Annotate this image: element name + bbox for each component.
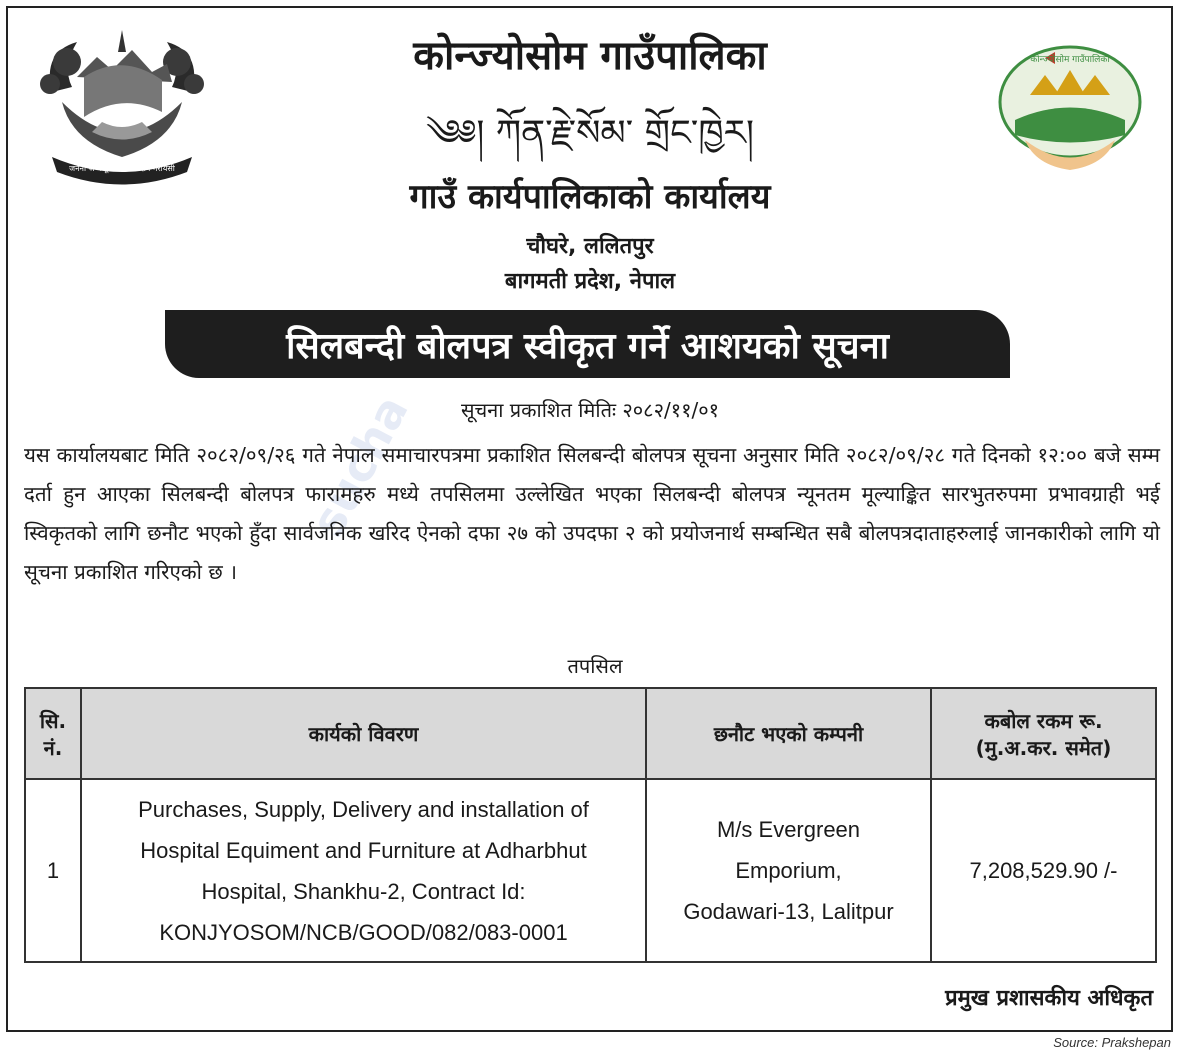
signatory: प्रमुख प्रशासकीय अधिकृत [945, 986, 1153, 1011]
table-header-row [25, 688, 1156, 779]
table-row [25, 779, 1156, 962]
header-serial-number: सि. नं. [25, 688, 81, 779]
emblem-caption: जननी जन्मभूमिश्च स्वर्गादपि गरीयसी [69, 164, 175, 173]
header-amount: कबोल रकम रू. (मु.अ.कर. समेत) [931, 688, 1156, 779]
address-line-1: चौघरे, ललितपुर [526, 234, 654, 259]
municipality-title-tibetan: ༄༅། ཀོན་རྗེ་སོམ་ གྲོང་ཁྱེར། [426, 113, 754, 154]
notice-body: यस कार्यालयबाट मिति २०८२/०९/२६ गते नेपाल समाचारपत्रमा प्रकाशित सिलबन्दी बोलपत्र सूचना अनुसार मिति २०८२/०९/२८ गते दिनको १२:०० बजे सम्म दर्ता हुन आएका सिलबन्दी बोलपत्र फारामहरु मध्ये तपसिलमा उल्लेखित भएका सिलबन्दी बोलपत्र न्यूनतम मूल्याङ्कित सारभुतरुपमा प्रभावग्राही भई स्विकृतको लागि छनौट भएको हुँदा सार्वजनिक खरिद ऐनको दफा २७ को उपदफा २ को प्रयोजनार्थ सम्बन्धित सबै बोलपत्रदाताहरुलाई जानकारीको लागि यो सूचना प्रकाशित गरिएको छ । [24, 443, 1160, 584]
cell-description: Purchases, Supply, Delivery and installation of Hospital Equiment and Furniture at Adharbhut Hospital, Shankhu-2, Contract Id: KONJYOSOM/NCB/GOOD/082/083-0001 [81, 779, 646, 962]
nepal-emblem-icon [22, 22, 222, 187]
cell-amount: 7,208,529.90 /- [931, 779, 1156, 962]
header-description: कार्यको विवरण [81, 688, 646, 779]
office-title: गाउँ कार्यपालिकाको कार्यालय [409, 177, 771, 217]
published-date: सूचना प्रकाशित मितिः २०८२/११/०१ [460, 398, 720, 422]
municipality-title: कोन्ज्योसोम गाउँपालिका [413, 33, 767, 79]
header-company: छनौट भएको कम्पनी [646, 688, 931, 779]
notice-banner-text: सिलबन्दी बोलपत्र स्वीकृत गर्ने आशयको सूचना [286, 325, 889, 367]
address-line-2: बागमती प्रदेश, नेपाल [504, 269, 676, 294]
cell-serial-number: 1 [25, 779, 81, 962]
source-credit: Source: Prakshepan [1053, 1035, 1171, 1050]
notice-banner [165, 310, 1010, 378]
tapasil-label: तपसिल [567, 654, 623, 678]
cell-company: M/s Evergreen Emporium, Godawari-13, Lalitpur [646, 779, 931, 962]
logo-text: कोन्ज्योसोम गाउँपालिका [1030, 55, 1110, 65]
municipality-logo-icon [985, 40, 1155, 175]
watermark: sucha [300, 386, 419, 546]
award-table [24, 687, 1157, 963]
